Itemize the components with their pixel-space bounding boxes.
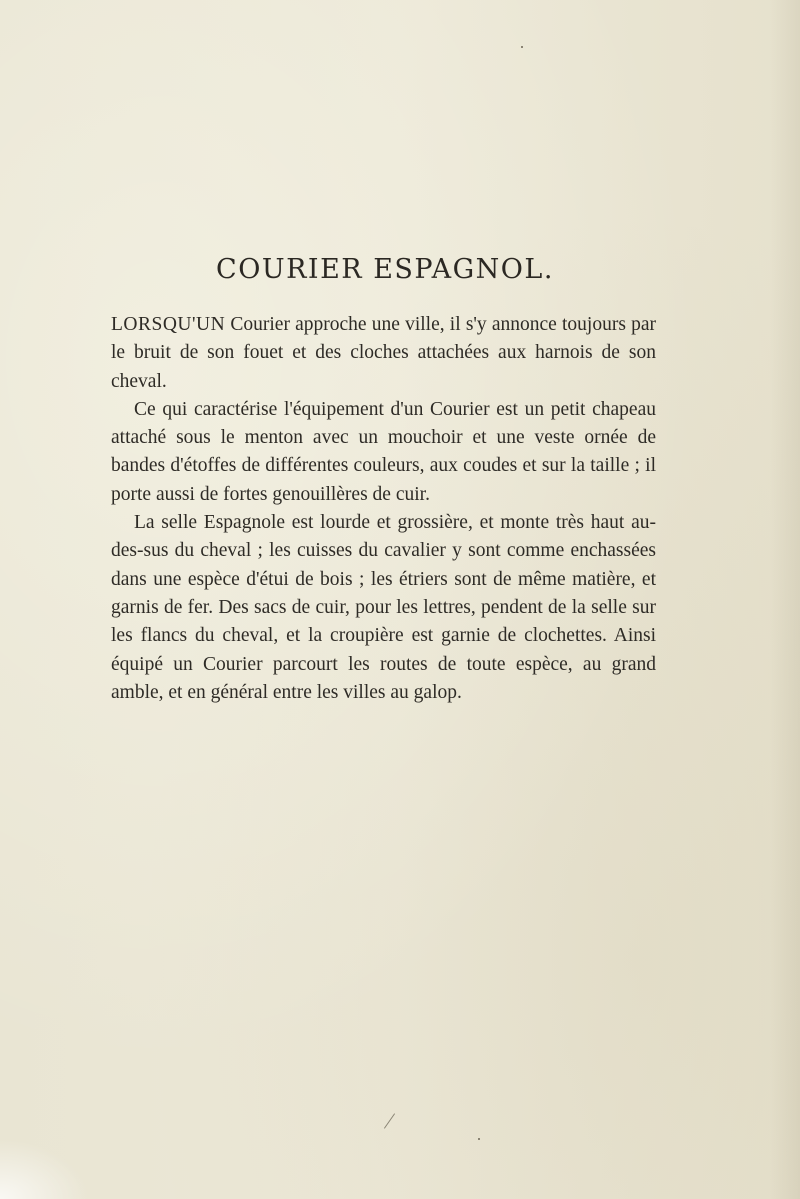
paper-speck bbox=[384, 1113, 395, 1128]
paper-speck bbox=[521, 46, 523, 48]
paragraph-2 bbox=[111, 396, 656, 509]
paragraph-3 bbox=[111, 509, 656, 707]
paper-speck bbox=[478, 1138, 480, 1140]
corner-stain bbox=[0, 1139, 90, 1199]
paragraph-3-text: La selle Espagnole est lourde et grossière, et monte très haut au-des-sus du cheval ; les cuisses du cavalier y sont comme enchassées dans une espèce d'étui de bois ; les étriers sont de même matière, et garnis de fer. Des sacs de cuir, pour les lettres, pendent de la selle sur les flancs du cheval, et la croupière est garnie de clochettes. Ainsi équipé un Courier parcourt les routes de toute espèce, au grand amble, et en général entre les villes au galop. bbox=[111, 512, 656, 703]
paragraph-1 bbox=[111, 311, 656, 396]
paragraph-1-lead-word: LORSQU'UN bbox=[111, 314, 226, 335]
page-title: COURIER ESPAGNOL. bbox=[216, 254, 554, 285]
paragraph-2-text: Ce qui caractérise l'équipement d'un Courier est un petit chapeau attaché sous le menton avec un mouchoir et une veste ornée de bandes d'étoffes de différentes couleurs, aux coudes et sur la taille ; il porte aussi de fortes genouillères de cuir. bbox=[111, 398, 656, 505]
body-text bbox=[111, 311, 656, 707]
page-edge-shadow bbox=[770, 0, 800, 1199]
paragraph-1-text: Courier approche une ville, il s'y annonce toujours par le bruit de son fouet et des cloches attachées aux harnois de son cheval. bbox=[111, 314, 656, 392]
